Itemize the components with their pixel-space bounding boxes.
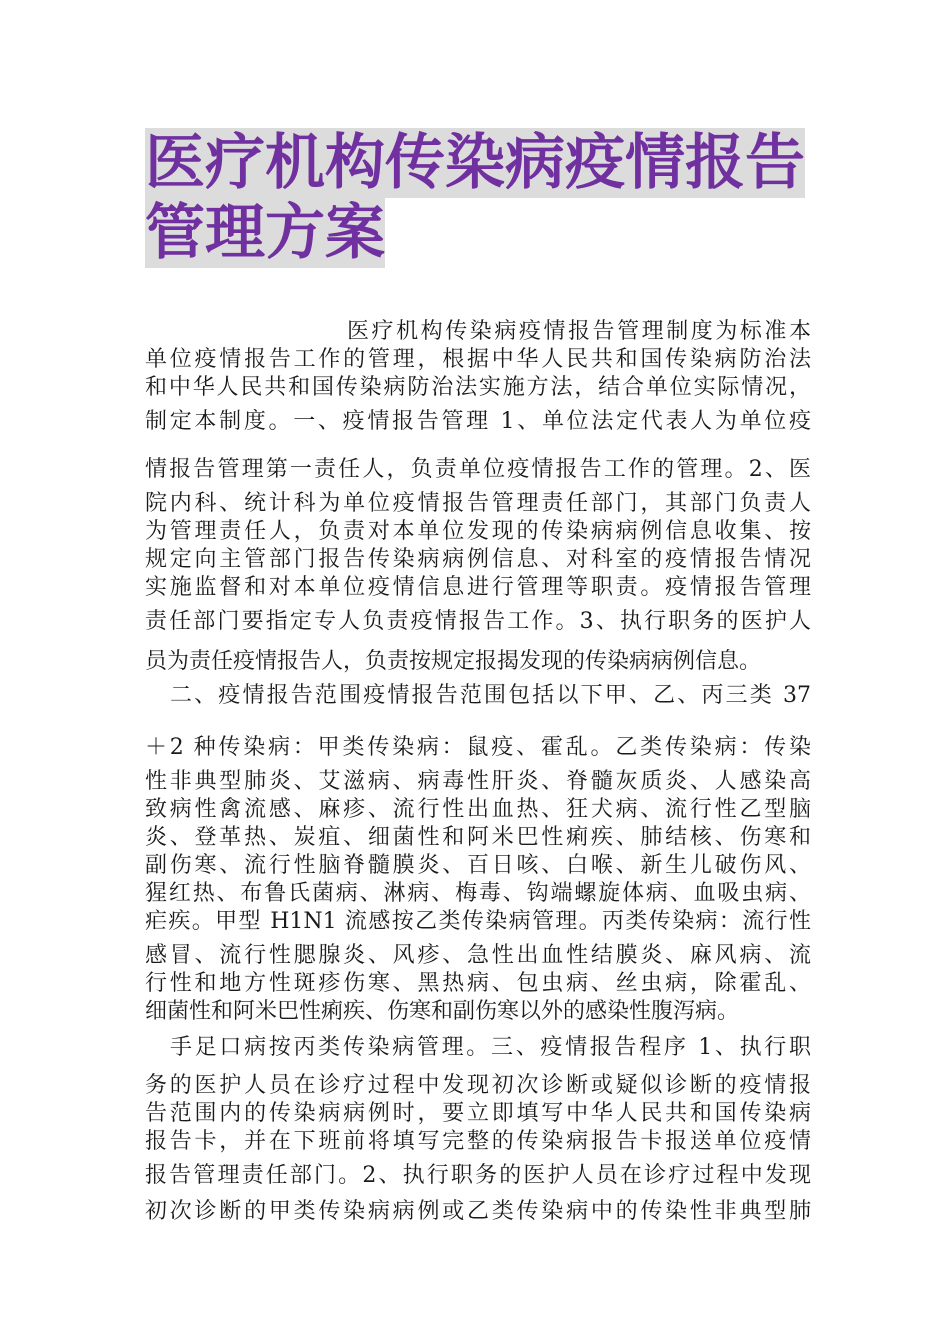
text-line: 规定向主管部门报告传染病病例信息、对科室的疫情报告情况 <box>145 547 811 572</box>
text-line: 制定本制度。一、疫情报告管理 1、单位法定代表人为单位疫 <box>145 409 811 434</box>
text-line: 院内科、统计科为单位疫情报告管理责任部门，其部门负责人 <box>145 491 811 516</box>
text-line: 告范围内的传染病病例时，要立即填写中华人民共和国传染病 <box>145 1101 811 1126</box>
text-line: 为管理责任人，负责对本单位发现的传染病病例信息收集、按 <box>145 519 811 544</box>
text-line: 炎、登革热、炭疽、细菌性和阿米巴性痢疾、肺结核、伤寒和 <box>145 825 811 850</box>
text-line: 报告管理责任部门。2、执行职务的医护人员在诊疗过程中发现 <box>145 1163 811 1188</box>
text-line: 猩红热、布鲁氏菌病、淋病、梅毒、钩端螺旋体病、血吸虫病、 <box>145 881 811 906</box>
text-line: 性非典型肺炎、艾滋病、病毒性肝炎、脊髓灰质炎、人感染高 <box>145 769 811 794</box>
text-line: 责任部门要指定专人负责疫情报告工作。3、执行职务的医护人 <box>145 609 811 634</box>
text-line: 医疗机构传染病疫情报告管理制度为标准本 <box>347 319 811 344</box>
text-line: 初次诊断的甲类传染病病例或乙类传染病中的传染性非典型肺 <box>145 1199 811 1224</box>
text-line: 单位疫情报告工作的管理，根据中华人民共和国传染病防治法 <box>145 347 811 372</box>
text-line: ＋2 种传染病：甲类传染病：鼠疫、霍乱。乙类传染病：传染 <box>145 735 811 760</box>
text-line: 致病性禽流感、麻疹、流行性出血热、狂犬病、流行性乙型脑 <box>145 797 811 822</box>
text-line: 手足口病按丙类传染病管理。三、疫情报告程序 1、执行职 <box>170 1035 811 1060</box>
title-line-1: 医疗机构传染病疫情报告 <box>145 128 805 198</box>
text-line: 务的医护人员在诊疗过程中发现初次诊断或疑似诊断的疫情报 <box>145 1073 811 1098</box>
text-line: 二、疫情报告范围疫情报告范围包括以下甲、乙、丙三类 37 <box>170 683 811 708</box>
document-title <box>145 128 825 268</box>
text-line: 员为责任疫情报告人，负责按规定报揭发现的传染病病例信息。 <box>145 649 762 674</box>
text-line: 感冒、流行性腮腺炎、风疹、急性出血性结膜炎、麻风病、流 <box>145 943 811 968</box>
text-line: 实施监督和对本单位疫情信息进行管理等职责。疫情报告管理 <box>145 575 811 600</box>
title-line-2: 管理方案 <box>145 198 385 268</box>
text-line: 情报告管理第一责任人，负责单位疫情报告工作的管理。2、医 <box>145 457 811 482</box>
text-line: 副伤寒、流行性脑脊髓膜炎、百日咳、白喉、新生儿破伤风、 <box>145 853 811 878</box>
text-line: 报告卡，并在下班前将填写完整的传染病报告卡报送单位疫情 <box>145 1129 811 1154</box>
text-line: 行性和地方性斑疹伤寒、黑热病、包虫病、丝虫病，除霍乱、 <box>145 971 811 996</box>
text-line: 细菌性和阿米巴性痢疾、伤寒和副伤寒以外的感染性腹泻病。 <box>145 999 740 1024</box>
text-line: 和中华人民共和国传染病防治法实施方法，结合单位实际情况， <box>145 375 811 400</box>
text-line: 疟疾。甲型 H1N1 流感按乙类传染病管理。丙类传染病：流行性 <box>145 909 811 934</box>
